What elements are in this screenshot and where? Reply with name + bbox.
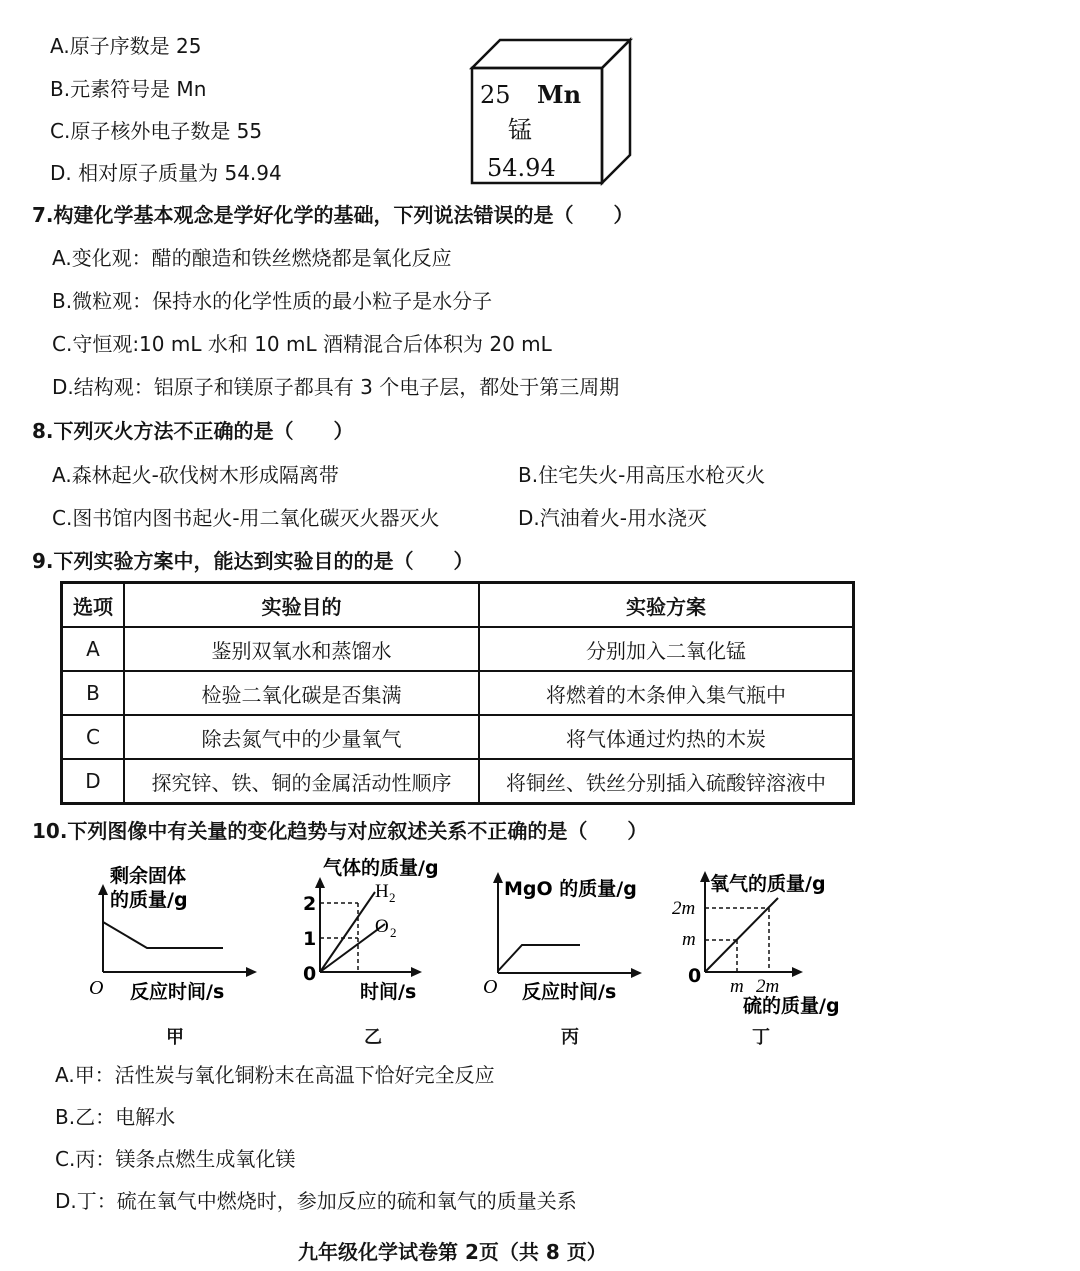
graph-ding xyxy=(668,862,863,1022)
table-cell: 分别加入二氧化锰 xyxy=(479,627,854,671)
caption-bing: 丙 xyxy=(561,1027,579,1048)
table-cell: 鉴别双氧水和蒸馏水 xyxy=(124,627,479,671)
graph-yi-o2-subscript: 2 xyxy=(390,925,397,940)
page-footer: 九年级化学试卷第 2页（共 8 页） xyxy=(298,1240,607,1264)
table-cell: C xyxy=(62,715,125,759)
q8-stem: 8.下列灭火方法不正确的是（ ） xyxy=(32,419,354,443)
q7-option-b: B.微粒观：保持水的化学性质的最小粒子是水分子 xyxy=(52,289,493,313)
element-number: 25 xyxy=(480,81,511,109)
graph-yi-o2-label: O xyxy=(375,916,389,937)
table-row xyxy=(62,715,854,759)
q7-option-c: C.守恒观:10 mL 水和 10 mL 酒精混合后体积为 20 mL xyxy=(52,332,552,356)
element-mass: 54.94 xyxy=(487,154,556,182)
graph-jia xyxy=(85,860,265,1010)
caption-jia: 甲 xyxy=(166,1027,184,1048)
q7-option-a: A.变化观：醋的酿造和铁丝燃烧都是氧化反应 xyxy=(52,246,452,270)
table-cell: 探究锌、铁、铜的金属活动性顺序 xyxy=(124,759,479,804)
element-symbol: Mn xyxy=(537,80,582,109)
graph-bing-xlabel: 反应时间/s xyxy=(522,981,617,1003)
q6-option-d: D. 相对原子质量为 54.94 xyxy=(50,161,282,185)
graph-ding-ytick-2m: 2m xyxy=(672,898,696,919)
caption-ding: 丁 xyxy=(752,1027,770,1048)
graph-jia-xlabel: 反应时间/s xyxy=(130,981,225,1003)
graph-yi xyxy=(295,852,485,1012)
table-cell: B xyxy=(62,671,125,715)
table-cell: D xyxy=(62,759,125,804)
table-header-row xyxy=(62,583,854,628)
graph-ding-ytick-m: m xyxy=(682,929,696,950)
q6-option-b: B.元素符号是 Mn xyxy=(50,77,207,101)
table-row xyxy=(62,759,854,804)
graph-yi-tick-2: 2 xyxy=(303,893,317,915)
graph-jia-ylabel-1: 剩余固体 xyxy=(110,865,187,887)
q6-option-c: C.原子核外电子数是 55 xyxy=(50,119,263,143)
q10-stem: 10.下列图像中有关量的变化趋势与对应叙述关系不正确的是（ ） xyxy=(32,819,648,843)
graph-yi-h2-subscript: 2 xyxy=(389,890,396,905)
q8-option-a: A.森林起火-砍伐树木形成隔离带 xyxy=(52,463,339,487)
table-header-plan: 实验方案 xyxy=(479,583,854,628)
q10-option-c: C.丙：镁条点燃生成氧化镁 xyxy=(55,1147,296,1171)
q7-stem: 7.构建化学基本观念是学好化学的基础，下列说法错误的是（ ） xyxy=(32,203,634,227)
table-cell: A xyxy=(62,627,125,671)
q10-option-a: A.甲：活性炭与氧化铜粉末在高温下恰好完全反应 xyxy=(55,1063,495,1087)
table-cell: 将铜丝、铁丝分别插入硫酸锌溶液中 xyxy=(479,759,854,804)
table-cell: 将燃着的木条伸入集气瓶中 xyxy=(479,671,854,715)
graph-yi-h2-label: H xyxy=(375,881,389,902)
table-cell: 将气体通过灼热的木炭 xyxy=(479,715,854,759)
q6-option-a: A.原子序数是 25 xyxy=(50,34,202,58)
table-row xyxy=(62,671,854,715)
graph-yi-xlabel: 时间/s xyxy=(360,981,417,1003)
graph-yi-h2-line xyxy=(320,892,375,972)
graph-jia-ylabel-2: 的质量/g xyxy=(110,889,188,911)
graph-yi-ylabel: 气体的质量/g xyxy=(323,857,439,879)
table-cell: 检验二氧化碳是否集满 xyxy=(124,671,479,715)
q7-option-d: D.结构观：铝原子和镁原子都具有 3 个电子层，都处于第三周期 xyxy=(52,375,620,399)
element-name: 锰 xyxy=(508,116,532,144)
q9-stem: 9.下列实验方案中，能达到实验目的的是（ ） xyxy=(32,549,474,573)
graph-ding-line xyxy=(705,898,778,972)
table-header-purpose: 实验目的 xyxy=(124,583,479,628)
graph-bing-curve xyxy=(498,945,580,971)
graph-yi-tick-1: 1 xyxy=(303,928,317,950)
q8-option-d: D.汽油着火-用水浇灭 xyxy=(518,506,707,530)
table-row xyxy=(62,627,854,671)
experiment-table xyxy=(60,581,855,805)
graph-ding-xtick-m: m xyxy=(730,976,744,997)
graph-ding-origin: 0 xyxy=(688,965,702,987)
graph-ding-xtick-2m: 2m xyxy=(756,976,780,997)
graph-ding-xlabel: 硫的质量/g xyxy=(743,995,840,1017)
graph-yi-origin: 0 xyxy=(303,963,317,985)
q8-option-b: B.住宅失火-用高压水枪灭火 xyxy=(518,463,766,487)
graph-jia-curve xyxy=(103,922,223,948)
graph-jia-origin: O xyxy=(89,977,104,999)
table-header-option: 选项 xyxy=(62,583,125,628)
q10-option-b: B.乙：电解水 xyxy=(55,1105,176,1129)
q8-option-c: C.图书馆内图书起火-用二氧化碳灭火器灭火 xyxy=(52,506,440,530)
element-card-cube xyxy=(465,35,640,190)
graph-ding-ylabel: 氧气的质量/g xyxy=(710,873,826,895)
graph-bing xyxy=(480,865,650,1010)
table-cell: 除去氮气中的少量氧气 xyxy=(124,715,479,759)
graph-bing-origin: O xyxy=(483,976,498,998)
q10-option-d: D.丁：硫在氧气中燃烧时，参加反应的硫和氧气的质量关系 xyxy=(55,1189,577,1213)
graph-bing-ylabel: MgO 的质量/g xyxy=(504,878,637,900)
caption-yi: 乙 xyxy=(364,1027,382,1048)
